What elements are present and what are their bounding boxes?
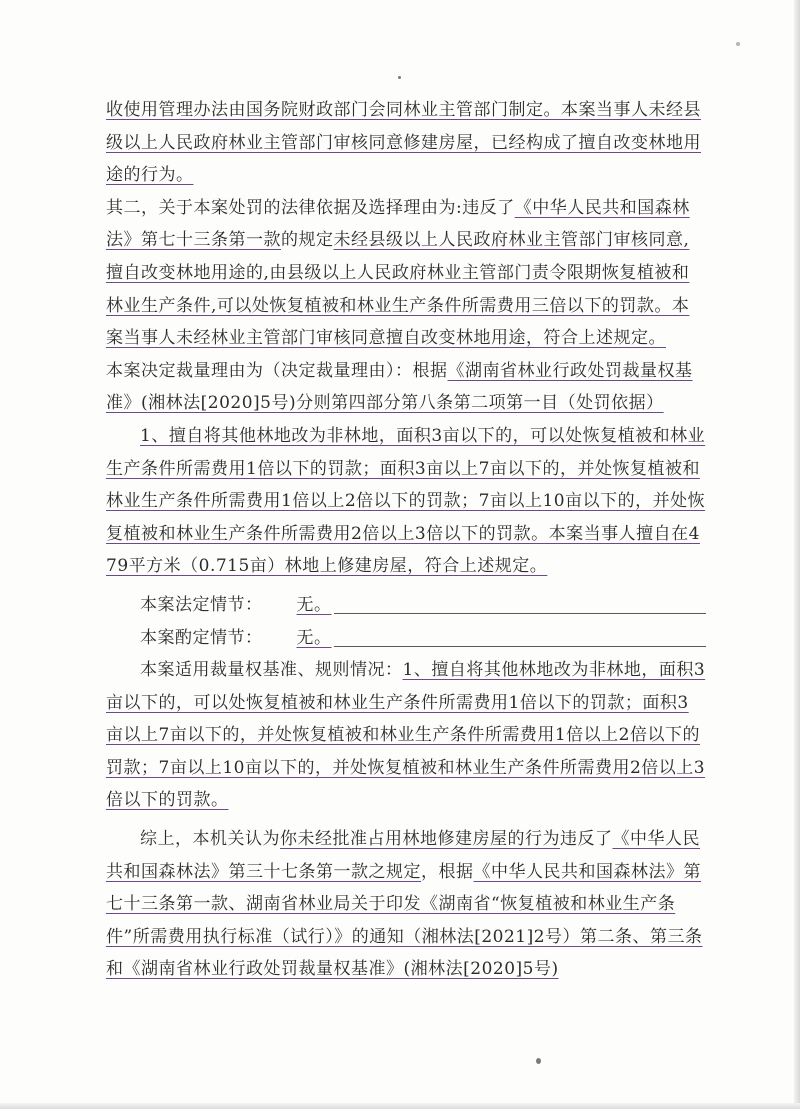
conclusion-penalty-basis: 《中华人民共和国森林法》第七十三条第一款、湖南省林业局关于印发《湖南省“恢复植被和林业生产条件”所需费用执行标准（试行）》的通知（湘林法[2021]2号）第二条、第三条和《湖南省林业行政处罚裁量权基准》(湘林法[2020]5号) xyxy=(106,861,703,980)
paragraph-applied-standard xyxy=(106,654,706,817)
document-body xyxy=(106,94,706,986)
conclusion-violated-law: 《中华人民共和国森林法》第三十七条第一款之规定 xyxy=(106,829,700,882)
scan-edge-shadow xyxy=(794,0,800,1109)
discretion-reason-intro: 本案决定裁量理由为（决定裁量理由）：根据 xyxy=(106,360,448,381)
usage-regulation-text: 收使用管理办法由国务院财政部门会同林业主管部门制定。本案当事人未经县级以上人民政府林业主管部门审核同意修建房屋，已经构成了擅自改变林地用途的行为。 xyxy=(106,100,701,186)
paragraph-usage-regulation xyxy=(106,94,706,192)
conclusion-according: ，根据 xyxy=(421,861,474,882)
legal-basis-connector: 的规定 xyxy=(281,230,334,251)
discretionary-circumstances-value: 无。 xyxy=(296,627,332,648)
paragraph-conclusion xyxy=(106,823,706,986)
paragraph-legal-basis xyxy=(106,192,706,355)
legal-basis-provision-text: 未经县级以上人民政府林业主管部门审核同意,擅自改变林地用途的,由县级以上人民政府林业主管部门责令限期恢复植被和林业生产条件,可以处恢复植被和林业生产条件所需费用三倍以下的罚款。本案当事人未经林业主管部门审核同意擅自改变林地用途，符合上述规定。 xyxy=(106,230,690,349)
scan-speck xyxy=(536,1058,541,1064)
paragraph-discretion-reason xyxy=(106,355,706,420)
statutory-circumstances-label: 本案法定情节： xyxy=(140,594,263,615)
conclusion-violated: 违反了 xyxy=(560,829,613,850)
applied-standard-label: 本案适用裁量权基准、规则情况： xyxy=(140,660,403,681)
discretionary-circumstances-label: 本案酌定情节： xyxy=(140,627,263,648)
discretion-reason-citation: 《湖南省林业行政处罚裁量权基准》(湘林法[2020]5号)分则第四部分第八条第二项第一目（处罚依据） xyxy=(106,360,693,414)
paragraph-penalty-standard xyxy=(106,420,706,583)
fill-in-line xyxy=(334,613,707,614)
paragraph-discretionary-circumstances xyxy=(106,622,706,655)
conclusion-violation-act: 你未经批准占用林地修建房屋的行为 xyxy=(280,829,560,850)
fill-in-line xyxy=(334,646,707,647)
conclusion-intro: 综上，本机关认为 xyxy=(140,829,280,850)
scan-speck xyxy=(398,76,401,79)
scan-bottom-edge xyxy=(0,1103,800,1109)
legal-basis-intro: 其二，关于本案处罚的法律依据及选择理由为:违反了 xyxy=(106,197,515,218)
applied-standard-text: 1、擅自将其他林地改为非林地，面积3亩以下的，可以处恢复植被和林业生产条件所需费用1倍以下的罚款；面积3亩以上7亩以下的，并处恢复植被和林业生产条件所需费用1倍以上2倍以下的罚款；7亩以上10亩以下的，并处恢复植被和林业生产条件所需费用2倍以上3倍以下的罚款。 xyxy=(106,660,706,811)
legal-basis-law-citation: 《中华人民共和国森林法》第七十三条第一款 xyxy=(106,197,690,251)
scan-speck xyxy=(736,42,740,46)
paragraph-statutory-circumstances xyxy=(106,589,706,622)
statutory-circumstances-value: 无。 xyxy=(296,594,332,615)
penalty-standard-text: 1、擅自将其他林地改为非林地，面积3亩以下的，可以处恢复植被和林业生产条件所需费用1倍以下的罚款；面积3亩以上7亩以下的，并处恢复植被和林业生产条件所需费用1倍以上2倍以下的罚款；7亩以上10亩以下的，并处恢复植被和林业生产条件所需费用2倍以上3倍以下的罚款。本案当事人擅自在479平方米（0.715亩）林地上修建房屋，符合上述规定。 xyxy=(106,425,706,577)
